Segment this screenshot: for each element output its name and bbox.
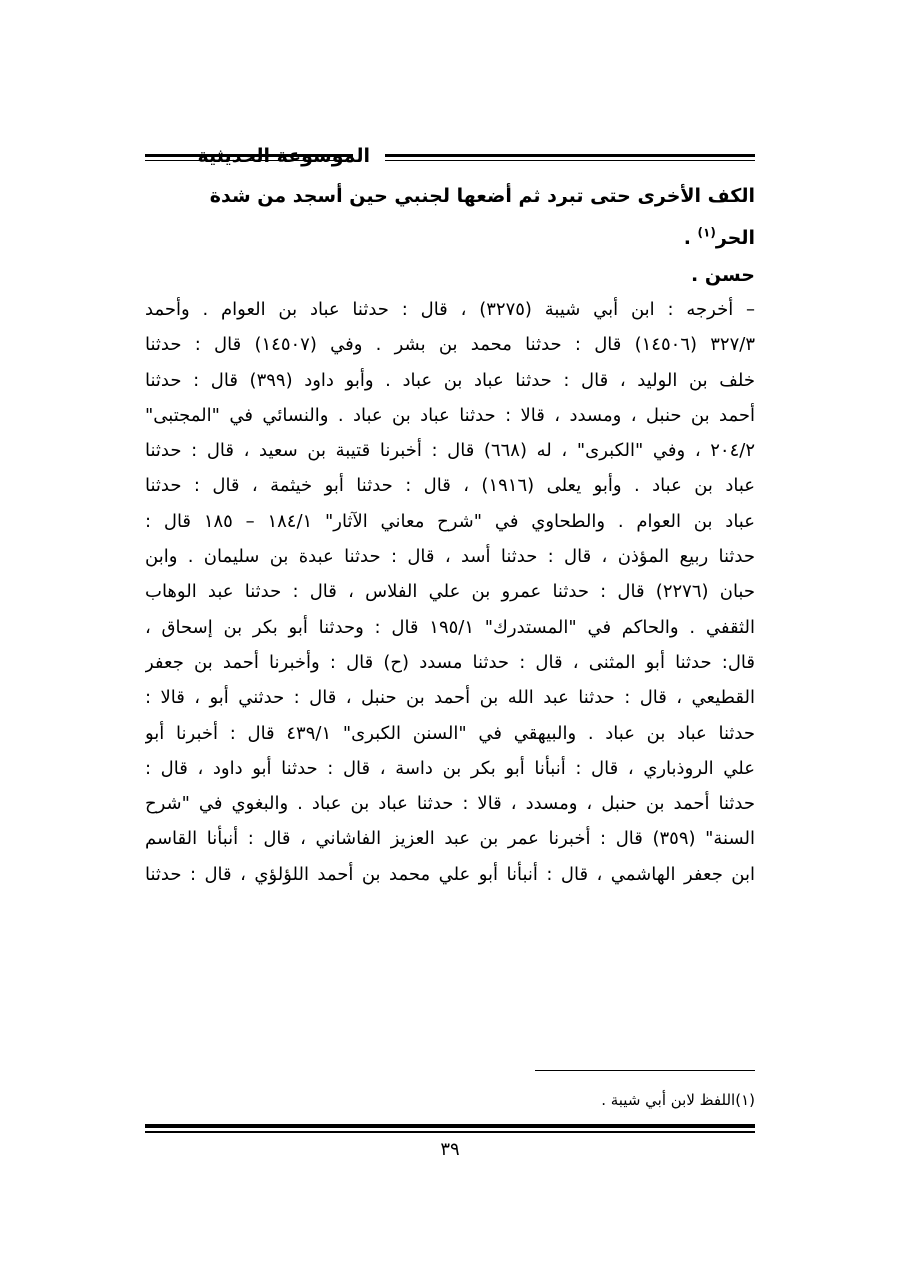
footnote: (١)اللفظ لابن أبي شيبة . [601, 1091, 755, 1109]
body-line: علي الروذباري ، قال : أنبأنا أبو بكر بن داسة ، قال : حدثنا أبو داود ، قال : [145, 757, 755, 779]
footnote-reference[interactable]: (١) [697, 225, 716, 240]
body-line: ٣٢٧/٣ (١٤٥٠٦) قال : حدثنا محمد بن بشر . وفي (١٤٥٠٧) قال : حدثنا [145, 334, 755, 356]
body-line: القطيعي ، قال : حدثنا عبد الله بن أحمد بن حنبل ، قال : حدثني أبو ، قالا : [145, 687, 755, 709]
body-line: عباد بن العوام . والطحاوي في "شرح معاني الآثار" ١٨٤/١ – ١٨٥ قال : [145, 510, 755, 532]
body-line: قال: حدثنا أبو المثنى ، قال : حدثنا مسدد (ح) قال : وأخبرنا أحمد بن جعفر [145, 651, 755, 673]
header-rule-short [385, 154, 755, 161]
page-number: ٣٩ [440, 1139, 460, 1160]
footnote-separator [535, 1070, 755, 1071]
body-line: حبان (٢٢٧٦) قال : حدثنا عمرو بن علي الفلاس ، قال : حدثنا عبد الوهاب [145, 581, 755, 603]
hadith-text [145, 175, 755, 259]
footer-rule [145, 1124, 755, 1133]
body-line: الثقفي . والحاكم في "المستدرك" ١٩٥/١ قال : وحدثنا أبو بكر بن إسحاق ، [145, 616, 755, 638]
running-header [145, 142, 755, 172]
hadith-text-line-1: الكف الأخرى حتى تبرد ثم أضعها لجنبي حين أسجد من شدة [209, 185, 755, 207]
body-line: حدثنا عباد بن عباد . والبيهقي في "السنن الكبرى" ٤٣٩/١ قال : أخبرنا أبو [145, 722, 755, 744]
body-line: – أخرجه : ابن أبي شيبة (٣٢٧٥) ، قال : حدثنا عباد بن العوام . وأحمد [145, 299, 755, 320]
header-title: الموسوعة الحديثية [197, 145, 370, 167]
body-line: خلف بن الوليد ، قال : حدثنا عباد بن عباد . وأبو داود (٣٩٩) قال : حدثنا [145, 369, 755, 391]
hadith-grade: حسن . [691, 264, 755, 286]
body-line: حدثنا ربيع المؤذن ، قال : حدثنا أسد ، قال : حدثنا عبدة بن سليمان . وابن [145, 546, 755, 568]
body-line: ابن جعفر الهاشمي ، قال : أنبأنا أبو علي محمد بن أحمد اللؤلؤي ، قال : حدثنا [145, 863, 755, 885]
hadith-text-period: . [683, 227, 698, 249]
body-line: عباد بن عباد . وأبو يعلى (١٩١٦) ، قال : حدثنا أبو خيثمة ، قال : حدثنا [145, 475, 755, 497]
takhrij-paragraph [145, 292, 755, 892]
body-line: أحمد بن حنبل ، ومسدد ، قالا : حدثنا عباد بن عباد . والنسائي في "المجتبى" [145, 404, 755, 426]
body-line: ٢٠٤/٢ ، وفي "الكبرى" ، له (٦٦٨) قال : أخبرنا قتيبة بن سعيد ، قال : حدثنا [145, 440, 755, 462]
body-line: السنة" (٣٥٩) قال : أخبرنا عمر بن عبد العزيز الفاشاني ، قال : أنبأنا القاسم [145, 828, 755, 850]
hadith-text-line-2 [145, 217, 755, 259]
body-line: حدثنا أحمد بن حنبل ، ومسدد ، قالا : حدثنا عباد بن عباد . والبغوي في "شرح [145, 793, 755, 815]
hadith-text-end: الحر [715, 227, 755, 249]
